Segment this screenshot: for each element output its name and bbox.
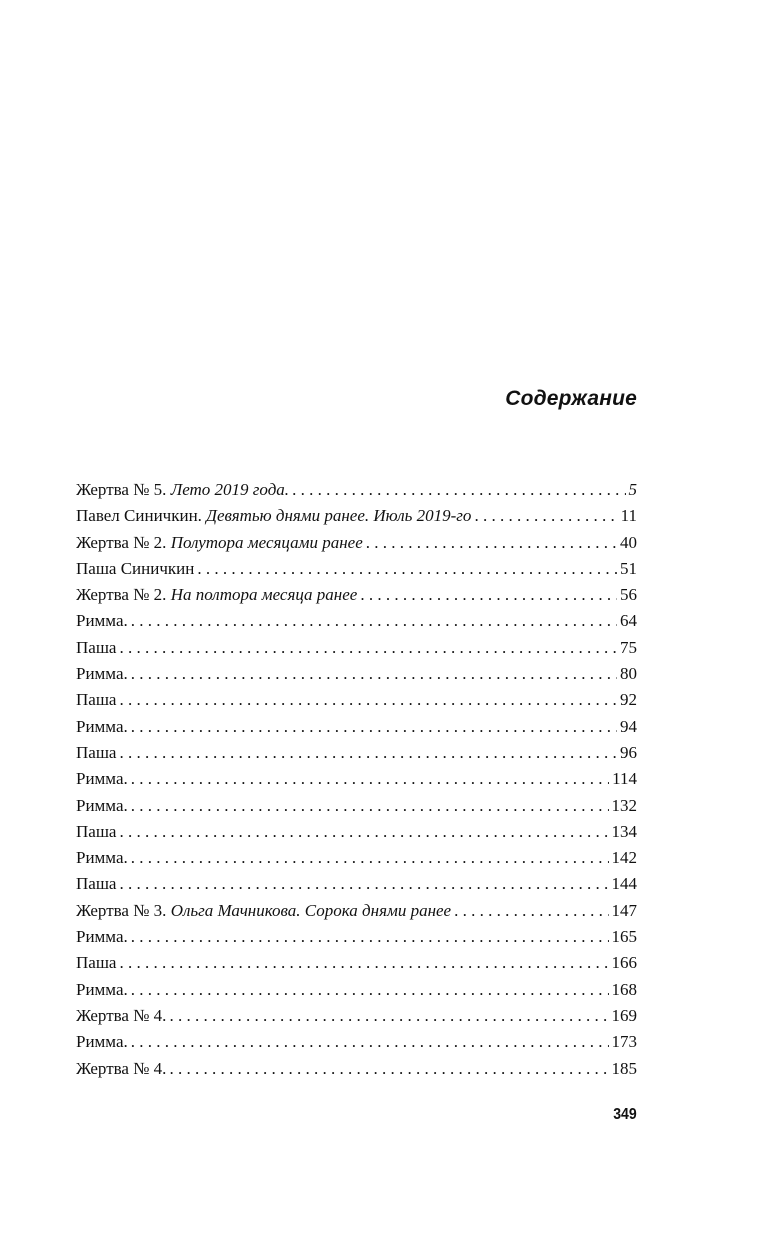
dot-leader	[357, 582, 620, 608]
toc-entry-heading: Паша	[76, 742, 117, 762]
toc-entry-heading: Паша	[76, 690, 117, 710]
toc-entry-heading: Паша Синичкин	[76, 558, 195, 578]
toc-entry	[76, 1029, 637, 1055]
toc-entry-page-number: 142	[611, 848, 637, 868]
dot-leader	[128, 661, 620, 687]
toc-entry	[76, 950, 637, 976]
toc-entry-heading: Паша	[76, 874, 117, 894]
toc-entry-label	[76, 582, 357, 608]
toc-entry-heading: Римма.	[76, 848, 128, 868]
toc-entry	[76, 924, 637, 950]
toc-entry-label	[76, 819, 116, 845]
toc-entry-heading: Жертва № 3.	[76, 900, 171, 920]
page-title: Содержание	[505, 387, 637, 410]
toc-entry-heading: Жертва № 2.	[76, 585, 171, 605]
toc-entry	[76, 793, 637, 819]
toc-entry-page-number: 11	[620, 506, 637, 526]
toc-entry	[76, 556, 637, 582]
toc-entry-heading: Жертва № 4.	[76, 1058, 167, 1078]
dot-leader	[128, 793, 612, 819]
toc-entry-label	[76, 635, 116, 661]
toc-entry	[76, 898, 637, 924]
toc-entry-heading: Жертва № 5.	[76, 480, 171, 499]
toc-entry-heading: Паша	[76, 821, 117, 841]
toc-entry-page-number: 134	[611, 821, 637, 841]
dot-leader	[451, 898, 611, 924]
toc-entry-page-number: 5	[628, 480, 637, 499]
toc-entry	[76, 608, 637, 634]
dot-leader	[128, 608, 620, 634]
toc-entry-page-number: 96	[620, 742, 637, 762]
toc-entry-label	[76, 503, 471, 529]
page-number: 349	[613, 1106, 637, 1123]
dot-leader	[471, 503, 620, 529]
dot-leader	[128, 714, 620, 740]
toc-entry-heading: Римма.	[76, 927, 128, 947]
toc-entry-label	[76, 871, 116, 897]
toc-entry-label	[76, 740, 116, 766]
toc-entry-subtitle: Полутора месяцами ранее	[170, 532, 363, 552]
toc-entry	[76, 503, 637, 529]
toc-entry-label	[76, 530, 363, 556]
toc-entry-heading: Жертва № 4.	[76, 1005, 167, 1025]
toc-entry-page-number: 185	[611, 1058, 637, 1078]
toc-entry-page-number: 64	[620, 611, 637, 631]
dot-leader	[116, 871, 611, 897]
dot-leader	[166, 1056, 611, 1082]
toc-entry	[76, 1056, 637, 1082]
toc-entry-label	[76, 1003, 166, 1029]
toc-entry-page-number: 114	[612, 769, 637, 789]
toc-entry-page-number: 132	[611, 795, 637, 815]
toc-entry-page-number: 56	[620, 585, 637, 605]
toc-entry-label	[76, 1056, 166, 1082]
toc-entry-heading: Павел Синичкин.	[76, 506, 207, 526]
toc-entry-label	[76, 766, 128, 792]
toc-entry-label	[76, 924, 128, 950]
dot-leader	[128, 977, 612, 1003]
toc-entry-label	[76, 845, 128, 871]
toc-entry-page-number: 80	[620, 664, 637, 684]
toc-entry-page-number: 168	[611, 979, 637, 999]
toc-entry-heading: Римма.	[76, 769, 128, 789]
dot-leader	[128, 1029, 612, 1055]
toc-entry	[76, 819, 637, 845]
toc-entry-page-number: 169	[611, 1005, 637, 1025]
toc-entry-heading: Жертва № 2.	[76, 532, 171, 552]
dot-leader	[363, 530, 620, 556]
dot-leader	[116, 950, 611, 976]
toc-entry-page-number: 166	[611, 953, 637, 973]
toc-entry-heading: Римма.	[76, 716, 128, 736]
toc-entry-label	[76, 714, 128, 740]
toc-entry-label	[76, 898, 451, 924]
toc-entry	[76, 740, 637, 766]
toc-entry-page-number: 51	[620, 558, 637, 578]
toc-entry	[76, 687, 637, 713]
toc-entry-subtitle: Ольга Мачникова. Сорока днями ранее	[170, 900, 452, 920]
toc-entry-page-number: 75	[620, 637, 637, 657]
dot-leader	[289, 477, 628, 503]
dot-leader	[116, 740, 620, 766]
dot-leader	[128, 845, 612, 871]
toc-entry	[76, 977, 637, 1003]
toc-entry-page-number: 144	[611, 874, 637, 894]
dot-leader	[128, 924, 612, 950]
toc-entry	[76, 477, 637, 503]
dot-leader	[116, 635, 620, 661]
toc-entry-page-number: 94	[620, 716, 637, 736]
toc-entry	[76, 530, 637, 556]
toc-entry-label	[76, 687, 116, 713]
toc-entry-heading: Паша	[76, 637, 117, 657]
toc-entry-label	[76, 793, 128, 819]
toc-entry	[76, 714, 637, 740]
dot-leader	[116, 687, 620, 713]
toc-entry	[76, 661, 637, 687]
toc-entry	[76, 582, 637, 608]
toc-entry-heading: Римма.	[76, 795, 128, 815]
dot-leader	[116, 819, 611, 845]
toc-entry-page-number: 165	[611, 927, 637, 947]
toc-entry-heading: Паша	[76, 953, 117, 973]
toc-entry	[76, 1003, 637, 1029]
dot-leader	[194, 556, 620, 582]
toc-entry-heading: Римма.	[76, 1032, 128, 1052]
toc-entry-label	[76, 608, 128, 634]
toc-entry	[76, 635, 637, 661]
toc-entry	[76, 766, 637, 792]
toc-entry-heading: Римма.	[76, 979, 128, 999]
toc-entry-label	[76, 977, 128, 1003]
table-of-contents	[76, 477, 637, 1082]
toc-entry-label	[76, 556, 194, 582]
toc-entry-page-number: 92	[620, 690, 637, 710]
toc-entry-subtitle: Лето 2019 года.	[170, 480, 290, 499]
toc-entry-page-number: 173	[611, 1032, 637, 1052]
toc-entry-label	[76, 477, 289, 503]
toc-entry-label	[76, 661, 128, 687]
toc-entry-label	[76, 950, 116, 976]
toc-entry-page-number: 147	[611, 900, 637, 920]
dot-leader	[166, 1003, 611, 1029]
toc-entry	[76, 871, 637, 897]
toc-entry-label	[76, 1029, 128, 1055]
toc-entry-page-number: 40	[620, 532, 637, 552]
toc-entry-heading: Римма.	[76, 664, 128, 684]
toc-entry	[76, 845, 637, 871]
dot-leader	[128, 766, 612, 792]
toc-entry-subtitle: Девятью днями ранее. Июль 2019-го	[206, 506, 472, 526]
toc-entry-subtitle: На полтора месяца ранее	[170, 585, 358, 605]
toc-entry-heading: Римма.	[76, 611, 128, 631]
